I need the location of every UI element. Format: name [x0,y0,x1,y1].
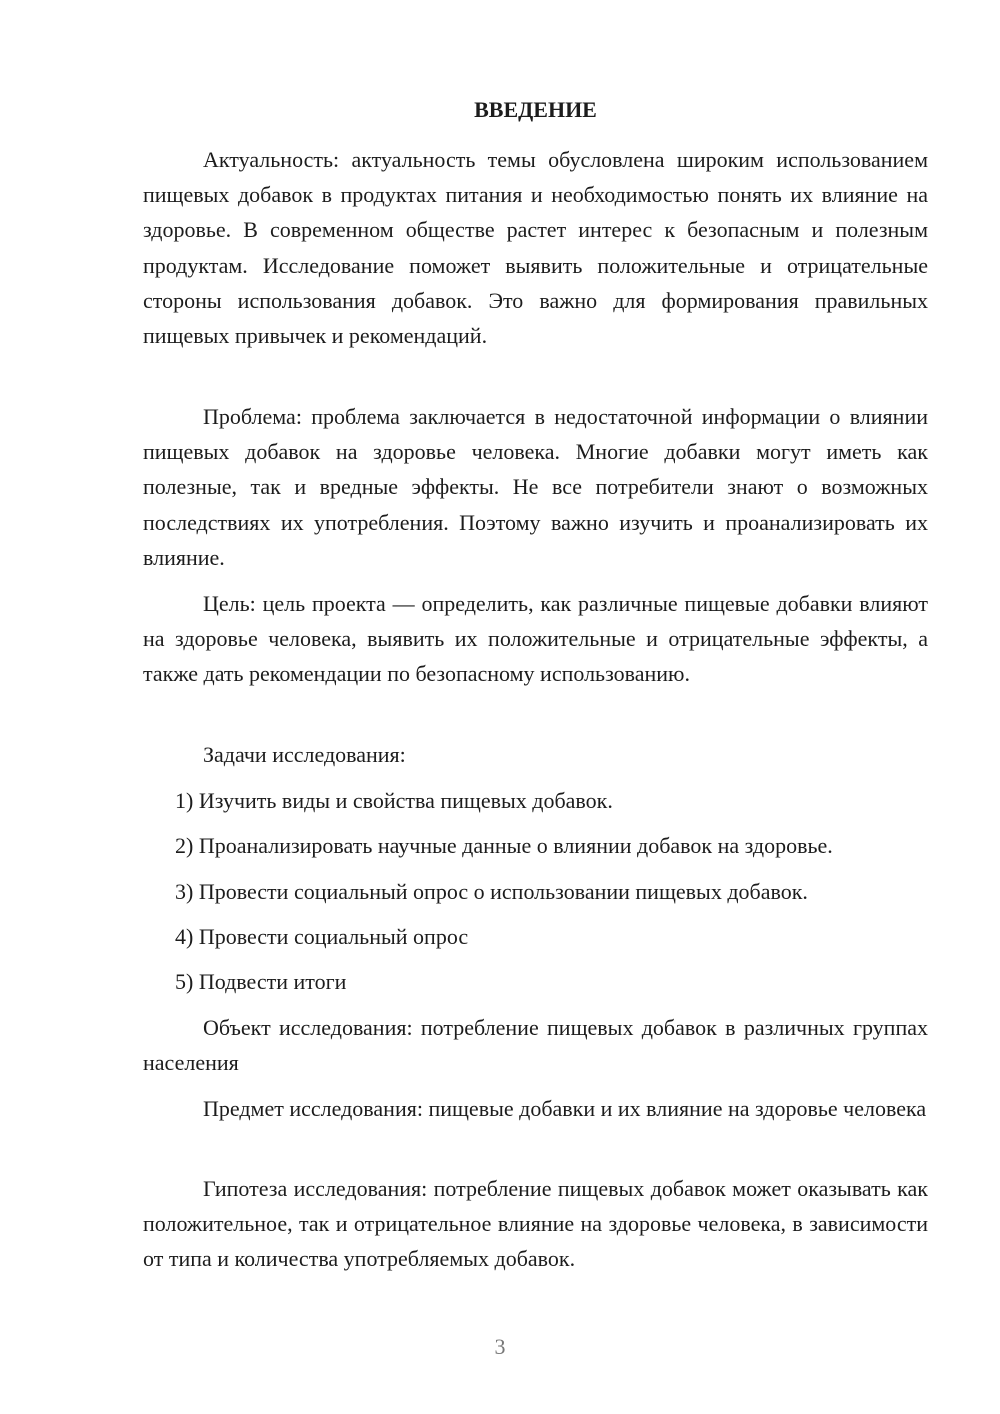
page-number: 3 [494,1334,506,1359]
task-item: 4) Провести социальный опрос [175,924,469,949]
subject-paragraph: Предмет исследования: пищевые добавки и их влияние на здоровье человека [203,1096,927,1121]
object-paragraph: Объект исследования: потребление пищевых добавок в различных группах населения [143,1015,928,1076]
task-item: 3) Провести социальный опрос о использовании пищевых добавок. [175,879,808,904]
goal-paragraph: Цель: цель проекта — определить, как различные пищевые добавки влияют на здоровье человека, выявить их положительные и отрицательные эффекты, а также дать рекомендации по безопасному использованию. [143,591,928,687]
task-item: 1) Изучить виды и свойства пищевых добавок. [175,788,613,813]
task-item: 2) Проанализировать научные данные о влиянии добавок на здоровье. [175,833,833,858]
tasks-title: Задачи исследования: [203,742,406,767]
relevance-paragraph: Актуальность: актуальность темы обусловлена широким использованием пищевых добавок в продуктах питания и необходимостью понять их влияние на здоровье. В современном обществе растет интерес к безопасным и полезным продуктам. Исследование поможет выявить положительные и отрицательные стороны использования добавок. Это важно для формирования правильных пищевых привычек и рекомендаций. [143,147,928,349]
hypothesis-paragraph: Гипотеза исследования: потребление пищевых добавок может оказывать как положительное, так и отрицательное влияние на здоровье человека, в зависимости от типа и количества употребляемых добавок. [143,1176,928,1272]
problem-paragraph: Проблема: проблема заключается в недостаточной информации о влиянии пищевых добавок на здоровье человека. Многие добавки могут иметь как полезные, так и вредные эффекты. Не все потребители знают о возможных последствиях их употребления. Поэтому важно изучить и проанализировать их влияние. [143,404,928,570]
task-item: 5) Подвести итоги [175,969,347,994]
section-heading: ВВЕДЕНИЕ [474,97,597,122]
